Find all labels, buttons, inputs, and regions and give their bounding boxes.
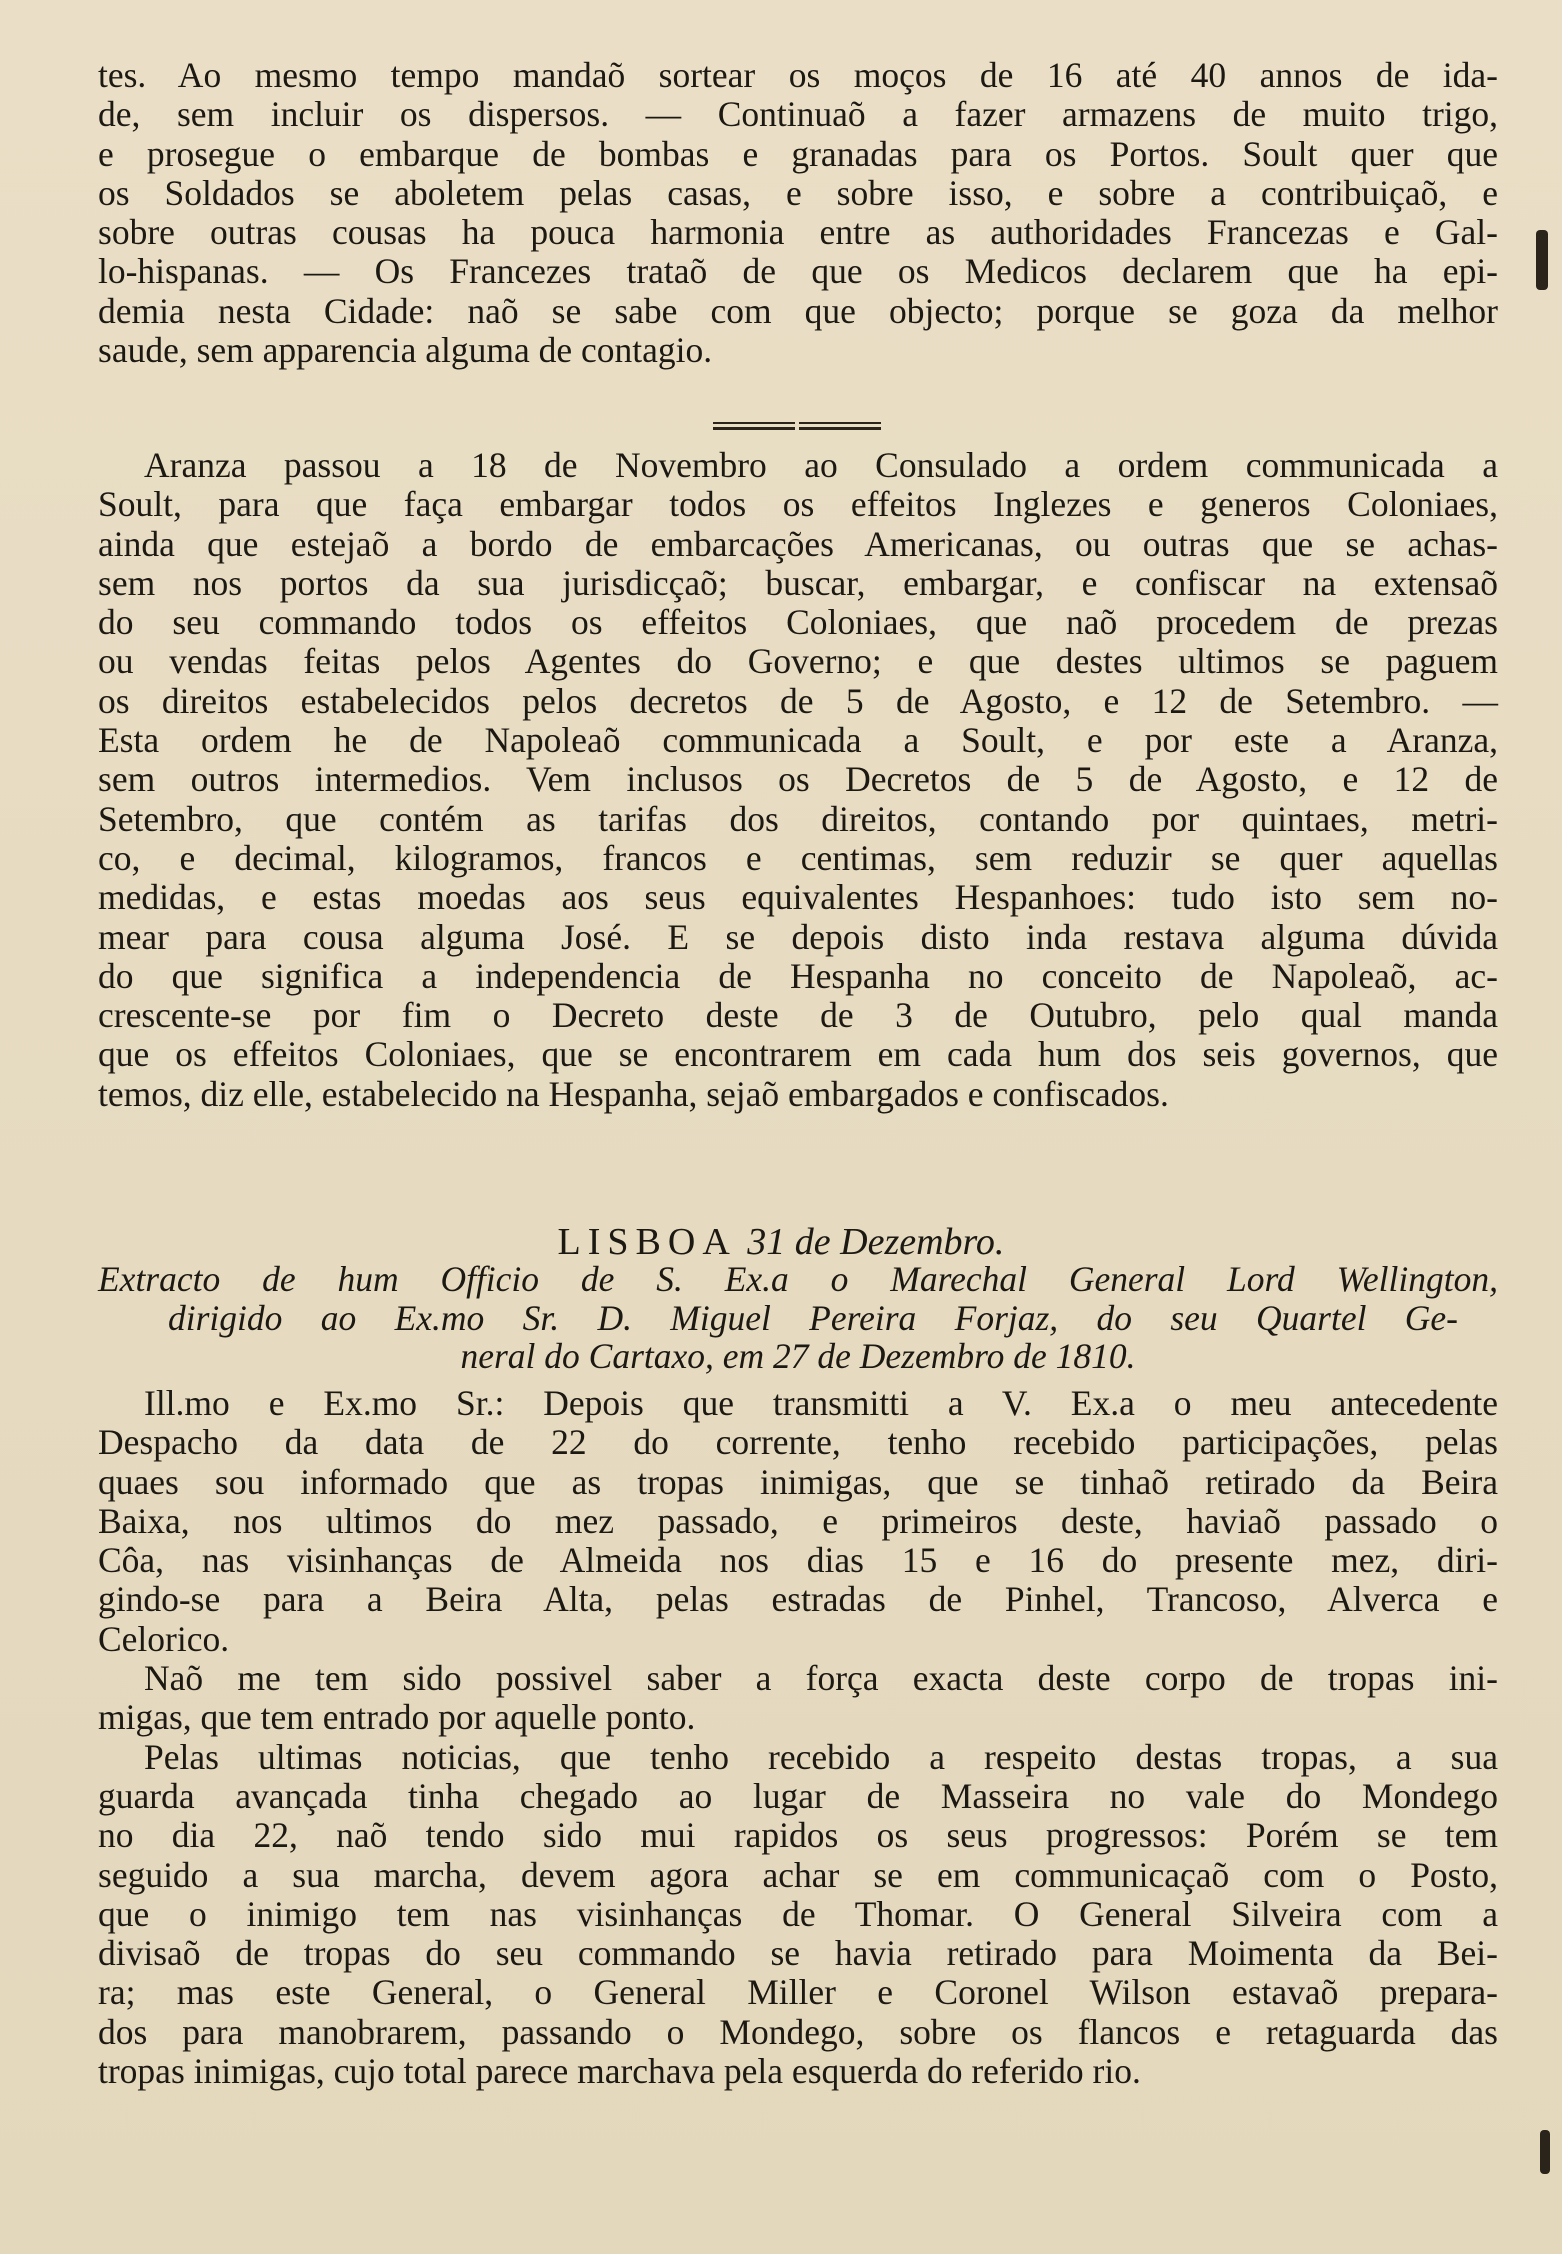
text-line: ainda que estejaõ a bordo de embarcações Americanas, ou outras que se achas- <box>98 523 1498 564</box>
text-line: medidas, e estas moedas aos seus equivalentes Hespanhoes: tudo isto sem no- <box>98 877 1498 918</box>
text-line: do que significa a independencia de Hespanha no conceito de Napoleaõ, ac- <box>98 955 1498 996</box>
dispatch-title-line: neral do Cartaxo, em 27 de Dezembro de 1810. <box>460 1336 1136 1376</box>
text-line: guarda avançada tinha chegado ao lugar de Masseira no vale do Mondego <box>98 1775 1498 1816</box>
text-line: dos para manobrarem, passando o Mondego, sobre os flancos e retaguarda das <box>98 2011 1498 2052</box>
text-line: crescente-se por fim o Decreto deste de 3 de Outubro, pelo qual manda <box>98 995 1498 1036</box>
text-line: Pelas ultimas noticias, que tenho recebido a respeito destas tropas, a sua <box>144 1736 1498 1777</box>
text-line: Setembro, que contém as tarifas dos direitos, contando por quintaes, metri- <box>98 798 1498 839</box>
text-line: gindo-se para a Beira Alta, pelas estradas de Pinhel, Trancoso, Alverca e <box>98 1579 1498 1620</box>
text-line: migas, que tem entrado por aquelle ponto. <box>98 1697 696 1738</box>
text-line: Côa, nas visinhanças de Almeida nos dias 15 e 16 do presente mez, diri- <box>98 1540 1498 1581</box>
text-line: temos, diz elle, estabelecido na Hespanha, sejaõ embargados e confiscados. <box>98 1073 1169 1114</box>
text-line: mear para cousa alguma José. E se depois disto inda restava alguma dúvida <box>98 916 1498 957</box>
text-line: tes. Ao mesmo tempo mandaõ sortear os moços de 16 até 40 annos de ida- <box>98 55 1498 95</box>
text-line: sem nos portos da sua jurisdicçaõ; buscar, embargar, e confiscar na extensaõ <box>98 562 1498 603</box>
text-line: Soult, para que faça embargar todos os effeitos Inglezes e generos Coloniaes, <box>98 484 1498 525</box>
text-line: Celorico. <box>98 1618 230 1659</box>
text-line: os Soldados se aboletem pelas casas, e sobre isso, e sobre a contribuiçaõ, e <box>98 172 1498 213</box>
text-line: Despacho da data de 22 do corrente, tenho recebido participações, pelas <box>98 1422 1498 1463</box>
text-line: demia nesta Cidade: naõ se sabe com que objecto; porque se goza da melhor <box>98 290 1498 331</box>
dispatch-title-line: Extracto de hum Officio de S. Ex.a o Marechal General Lord Wellington, <box>98 1259 1498 1299</box>
dateline-date: 31 de Dezembro. <box>747 1221 1005 1263</box>
text-line: sem outros intermedios. Vem inclusos os Decretos de 5 de Agosto, e 12 de <box>98 759 1498 800</box>
text-line: lo-hispanas. — Os Francezes trataõ de que os Medicos declarem que ha epi- <box>98 251 1498 292</box>
text-line: Esta ordem he de Napoleaõ communicada a Soult, e por este a Aranza, <box>98 720 1498 761</box>
section-separator-rule <box>713 422 881 430</box>
text-line: Baixa, nos ultimos do mez passado, e primeiros deste, haviaõ passado o <box>98 1500 1498 1541</box>
letter-paragraph <box>98 1738 1498 2092</box>
text-line: Naõ me tem sido possivel saber a força exacta deste corpo de tropas ini- <box>144 1658 1498 1699</box>
text-line: do seu commando todos os effeitos Coloniaes, que naõ procedem de prezas <box>98 602 1498 643</box>
text-line: divisaõ de tropas do seu commando se havia retirado para Moimenta da Bei- <box>98 1933 1498 1974</box>
text-line: Aranza passou a 18 de Novembro ao Consulado a ordem communicada a <box>144 445 1498 485</box>
text-line: ra; mas este General, o General Miller e Coronel Wilson estavaõ prepara- <box>98 1972 1498 2013</box>
letter-paragraph <box>98 1659 1498 1738</box>
text-line: os direitos estabelecidos pelos decretos de 5 de Agosto, e 12 de Setembro. — <box>98 680 1498 721</box>
official-dispatch-title <box>98 1260 1498 1376</box>
page-edge-blemish <box>1536 230 1548 290</box>
text-line: sobre outras cousas ha pouca harmonia entre as authoridades Francezas e Gal- <box>98 212 1498 253</box>
dateline-place: LISBOA <box>557 1221 737 1263</box>
text-line: Ill.mo e Ex.mo Sr.: Depois que transmitti a V. Ex.a o meu antecedente <box>144 1383 1498 1423</box>
text-line: que o inimigo tem nas visinhanças de Thomar. O General Silveira com a <box>98 1893 1498 1934</box>
letter-paragraph <box>98 1384 1498 1659</box>
text-line: seguido a sua marcha, devem agora achar se em communicaçaõ com o Posto, <box>98 1854 1498 1895</box>
text-line: de, sem incluir os dispersos. — Continuaõ a fazer armazens de muito trigo, <box>98 94 1498 135</box>
text-line: quaes sou informado que as tropas inimigas, que se tinhaõ retirado da Beira <box>98 1461 1498 1502</box>
text-line: ou vendas feitas pelos Agentes do Governo; e que destes ultimos se paguem <box>98 641 1498 682</box>
dateline-heading <box>0 1220 1562 1264</box>
dispatch-title-line: dirigido ao Ex.mo Sr. D. Miguel Pereira Forjaz, do seu Quartel Ge- <box>168 1297 1458 1338</box>
article-aranza-order <box>98 446 1498 1114</box>
article-continuation <box>98 56 1498 370</box>
text-line: no dia 22, naõ tendo sido mui rapidos os seus progressos: Porém se tem <box>98 1815 1498 1856</box>
text-line: saude, sem apparencia alguma de contagio. <box>98 330 713 371</box>
text-line: tropas inimigas, cujo total parece marchava pela esquerda do referido rio. <box>98 2051 1141 2092</box>
page-edge-blemish <box>1540 2130 1550 2174</box>
text-line: que os effeitos Coloniaes, que se encontrarem em cada hum dos seis governos, que <box>98 1034 1498 1075</box>
dispatch-letter-body <box>98 1384 1498 2091</box>
text-line: co, e decimal, kilogramos, francos e centimas, sem reduzir se quer aquellas <box>98 837 1498 878</box>
text-line: e prosegue o embarque de bombas e granadas para os Portos. Soult quer que <box>98 133 1498 174</box>
